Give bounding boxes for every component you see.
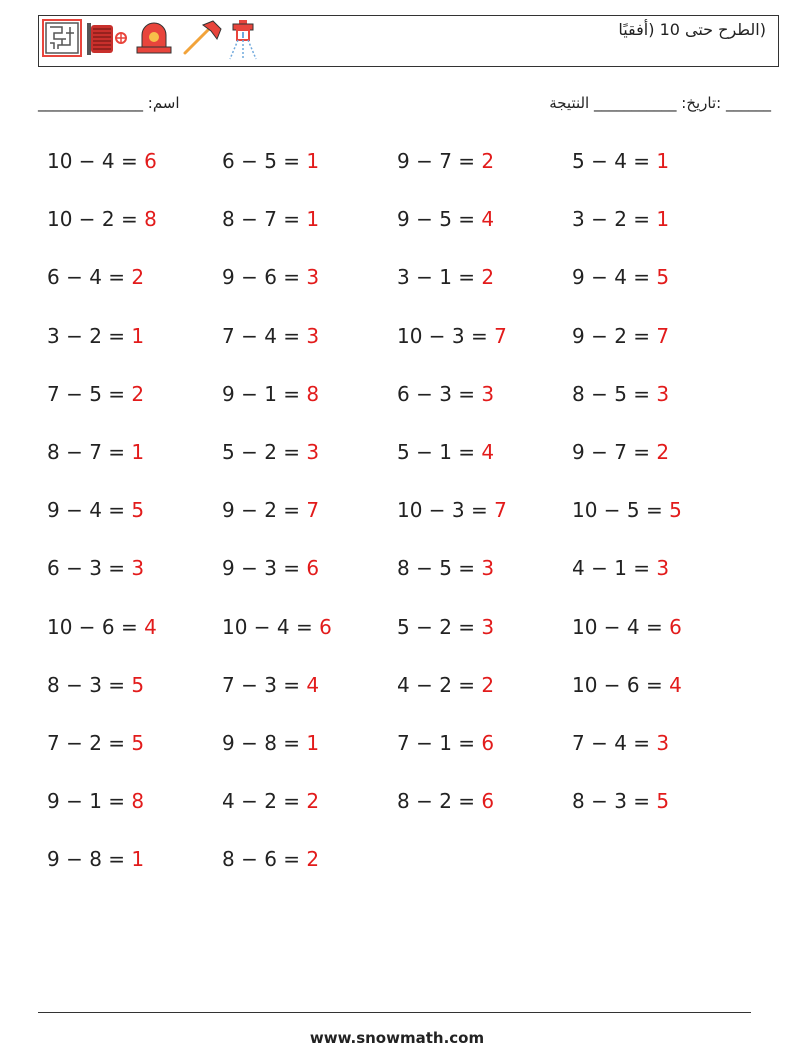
problem-question: 4 − 2 = <box>222 789 307 814</box>
problem-question: 6 − 5 = <box>222 149 307 173</box>
problem-answer: 1 <box>131 439 145 464</box>
problem-answer: 3 <box>481 556 495 581</box>
problem-question: 7 − 3 = <box>222 672 307 697</box>
problem-answer: 6 <box>306 556 320 581</box>
problem-item <box>572 729 747 787</box>
problem-question: 5 − 2 = <box>397 614 482 639</box>
problem-answer: 3 <box>481 614 495 639</box>
problem-question: 9 − 6 = <box>222 265 307 290</box>
problem-item <box>397 263 572 321</box>
problem-question: 10 − 6 = <box>47 614 145 639</box>
problem-question: 6 − 3 = <box>397 381 482 406</box>
problem-question: 7 − 1 = <box>397 730 482 755</box>
problem-question: 9 − 8 = <box>47 847 132 872</box>
problem-question: 6 − 3 = <box>47 556 132 581</box>
problem-answer: 6 <box>481 730 495 755</box>
problem-answer: 7 <box>656 323 670 348</box>
problem-question: 4 − 1 = <box>572 556 657 581</box>
problem-item <box>47 845 222 903</box>
problem-question: 10 − 4 = <box>572 614 670 639</box>
problem-item <box>572 147 747 205</box>
problem-item <box>222 613 397 671</box>
problem-item <box>222 263 397 321</box>
problem-question: 9 − 2 = <box>222 498 307 523</box>
problem-item <box>222 787 397 845</box>
problem-question: 7 − 5 = <box>47 381 132 406</box>
problem-item <box>572 613 747 671</box>
problem-answer: 2 <box>306 847 320 872</box>
fire-axe-icon <box>179 19 223 61</box>
problem-item <box>222 147 397 205</box>
header-icons <box>42 19 260 61</box>
problem-item <box>222 671 397 729</box>
problem-question: 4 − 2 = <box>397 672 482 697</box>
problem-answer: 4 <box>481 207 495 232</box>
problem-item <box>397 496 572 554</box>
problem-question: 9 − 7 = <box>397 149 482 173</box>
problem-item <box>572 322 747 380</box>
problem-answer: 3 <box>656 730 670 755</box>
problem-question: 10 − 3 = <box>397 498 495 523</box>
date-score-field: ______ :تاريخ: ___________ النتيجة <box>549 94 771 112</box>
problem-item <box>572 496 747 554</box>
problem-item <box>222 554 397 612</box>
problem-item <box>397 438 572 496</box>
problem-item <box>572 380 747 438</box>
problem-question: 8 − 2 = <box>397 789 482 814</box>
student-info-row <box>38 94 771 116</box>
problem-answer: 5 <box>131 730 145 755</box>
fire-hose-reel-icon <box>85 19 129 61</box>
problem-question: 7 − 4 = <box>572 730 657 755</box>
problem-item <box>397 729 572 787</box>
problem-answer: 3 <box>306 265 320 290</box>
problem-question: 9 − 5 = <box>397 207 482 232</box>
problem-question: 8 − 7 = <box>47 439 132 464</box>
problem-question: 10 − 6 = <box>572 672 670 697</box>
problem-question: 3 − 2 = <box>572 207 657 232</box>
problem-item <box>47 787 222 845</box>
fire-alarm-siren-icon <box>132 19 176 61</box>
problem-item <box>222 380 397 438</box>
problem-answer: 6 <box>319 614 332 639</box>
problem-answer: 5 <box>656 265 670 290</box>
problem-item <box>47 671 222 729</box>
problem-question: 6 − 4 = <box>47 265 132 290</box>
problem-answer: 2 <box>131 381 145 406</box>
problem-item <box>397 671 572 729</box>
problem-answer: 2 <box>131 265 145 290</box>
problem-answer: 3 <box>656 381 670 406</box>
site-url: www.snowmath.com <box>309 1029 485 1047</box>
problem-question: 9 − 8 = <box>222 730 307 755</box>
problem-item <box>222 496 397 554</box>
problem-item <box>572 438 747 496</box>
problem-item <box>397 322 572 380</box>
problem-question: 10 − 2 = <box>47 207 145 232</box>
problem-answer: 3 <box>131 556 145 581</box>
problem-question: 3 − 1 = <box>397 265 482 290</box>
problem-answer: 5 <box>669 498 682 523</box>
problem-item <box>397 205 572 263</box>
problem-question: 9 − 3 = <box>222 556 307 581</box>
problem-item <box>397 787 572 845</box>
problem-item <box>572 205 747 263</box>
problem-answer: 3 <box>481 381 495 406</box>
problem-answer: 2 <box>481 149 495 173</box>
problem-answer: 1 <box>656 149 670 173</box>
problem-item <box>397 554 572 612</box>
problem-question: 8 − 6 = <box>222 847 307 872</box>
worksheet-title: (الطرح حتى 10 (أفقيًا <box>618 20 766 39</box>
problem-answer: 3 <box>306 439 320 464</box>
problem-question: 10 − 5 = <box>572 498 670 523</box>
problem-question: 8 − 5 = <box>397 556 482 581</box>
problem-question: 8 − 5 = <box>572 381 657 406</box>
problem-item <box>47 380 222 438</box>
problem-question: 9 − 4 = <box>572 265 657 290</box>
problem-item <box>397 147 572 205</box>
problem-answer: 3 <box>306 323 320 348</box>
worksheet-header <box>38 15 779 67</box>
problem-question: 7 − 4 = <box>222 323 307 348</box>
problem-item <box>47 729 222 787</box>
problem-answer: 1 <box>656 207 670 232</box>
problem-question: 10 − 3 = <box>397 323 495 348</box>
problem-question: 8 − 7 = <box>222 207 307 232</box>
maze-icon <box>42 19 82 61</box>
problem-answer: 4 <box>481 439 495 464</box>
problem-answer: 4 <box>306 672 320 697</box>
problem-answer: 8 <box>131 789 145 814</box>
problem-question: 9 − 7 = <box>572 439 657 464</box>
problem-answer: 6 <box>144 149 157 173</box>
problem-item <box>47 496 222 554</box>
problem-item <box>397 613 572 671</box>
problem-answer: 6 <box>669 614 682 639</box>
problem-answer: 2 <box>306 789 320 814</box>
problem-answer: 2 <box>656 439 670 464</box>
problem-question: 9 − 4 = <box>47 498 132 523</box>
problem-item <box>222 438 397 496</box>
problem-answer: 4 <box>669 672 682 697</box>
problem-answer: 6 <box>481 789 495 814</box>
problem-item <box>47 205 222 263</box>
problem-item <box>47 613 222 671</box>
problem-question: 5 − 1 = <box>397 439 482 464</box>
problem-item <box>222 845 397 903</box>
problem-answer: 1 <box>306 730 320 755</box>
problem-question: 7 − 2 = <box>47 730 132 755</box>
problem-question: 5 − 4 = <box>572 149 657 173</box>
problem-question: 8 − 3 = <box>47 672 132 697</box>
problem-item <box>572 554 747 612</box>
problem-question: 10 − 4 = <box>222 614 320 639</box>
problem-answer: 5 <box>131 672 145 697</box>
problem-question: 9 − 1 = <box>222 381 307 406</box>
problem-question: 3 − 2 = <box>47 323 132 348</box>
problem-answer: 7 <box>494 323 507 348</box>
problem-answer: 4 <box>144 614 157 639</box>
problem-answer: 1 <box>131 847 145 872</box>
problem-question: 5 − 2 = <box>222 439 307 464</box>
problem-question: 9 − 2 = <box>572 323 657 348</box>
problem-question: 8 − 3 = <box>572 789 657 814</box>
problem-answer: 3 <box>656 556 670 581</box>
problem-item <box>397 380 572 438</box>
problem-item <box>222 729 397 787</box>
problem-answer: 1 <box>131 323 145 348</box>
problem-question: 9 − 1 = <box>47 789 132 814</box>
problem-item <box>572 263 747 321</box>
problem-item <box>47 263 222 321</box>
problem-item <box>222 322 397 380</box>
problem-item <box>572 671 747 729</box>
problem-answer: 5 <box>131 498 145 523</box>
fire-hydrant-sprinkler-icon <box>226 19 260 61</box>
problem-item <box>47 438 222 496</box>
problem-answer: 1 <box>306 149 320 173</box>
problem-item <box>47 554 222 612</box>
problem-item <box>47 322 222 380</box>
problem-answer: 5 <box>656 789 670 814</box>
problem-answer: 8 <box>306 381 320 406</box>
problem-item <box>572 787 747 845</box>
footer-divider <box>38 1012 751 1013</box>
problem-item <box>47 147 222 205</box>
problem-answer: 1 <box>306 207 320 232</box>
problem-answer: 2 <box>481 672 495 697</box>
problem-grid <box>47 147 747 903</box>
problem-answer: 2 <box>481 265 495 290</box>
problem-answer: 8 <box>144 207 157 232</box>
problem-answer: 7 <box>494 498 507 523</box>
problem-item <box>222 205 397 263</box>
problem-question: 10 − 4 = <box>47 149 145 173</box>
problem-answer: 7 <box>306 498 320 523</box>
name-field: ______________ :اسم <box>38 94 180 112</box>
